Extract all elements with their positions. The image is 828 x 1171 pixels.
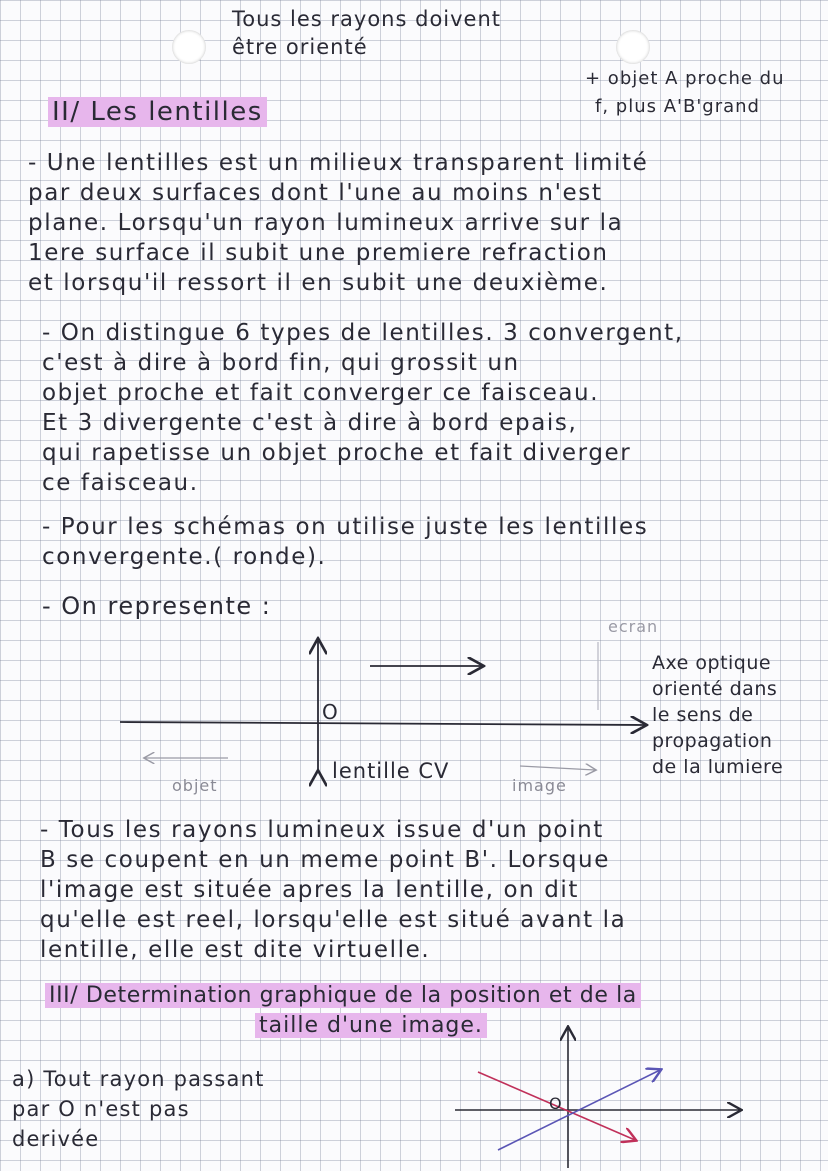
object-label: objet (172, 776, 218, 795)
p3-line: convergente.( ronde). (42, 544, 327, 570)
ray-diagram (0, 1020, 828, 1170)
axis-note-line: orienté dans (652, 678, 778, 700)
p1-line: 1ere surface il subit une premiere refraction (28, 240, 609, 266)
lens-center-label: O (322, 700, 340, 724)
p1-line: - Une lentilles est un milieux transparent limité (28, 150, 649, 176)
optical-axis (120, 722, 645, 725)
binder-hole-left (172, 30, 206, 64)
side-note-line1: + objet A proche du (585, 68, 785, 89)
p2-line: ce faisceau. (42, 470, 199, 496)
p2-line: objet proche et fait converger ce faisceau. (42, 380, 600, 406)
side-note-line2: f, plus A'B'grand (595, 96, 760, 117)
paragraph-schemas (42, 512, 648, 572)
ray-diagram-center: O (549, 1094, 564, 1113)
p1-line: plane. Lorsqu'un rayon lumineux arrive sur la (28, 210, 624, 236)
axis-note-line: propagation (652, 730, 773, 752)
item-a-line: derivée (12, 1127, 100, 1151)
axis-note-line: Axe optique (652, 652, 772, 674)
p2-line: qui rapetisse un objet proche et fait diverger (42, 440, 632, 466)
p5-line: lentille, elle est dite virtuelle. (40, 937, 431, 963)
header-note-line2: être orienté (232, 35, 368, 59)
axis-note-line: de la lumiere (652, 756, 784, 778)
p2-line: c'est à dire à bord fin, qui grossit un (42, 350, 520, 376)
p1-line: et lorsqu'il ressort il en subit une deuxième. (28, 270, 609, 296)
section-2-title-text: II/ Les lentilles (48, 97, 267, 127)
item-a-line: par O n'est pas (12, 1097, 190, 1121)
axis-note-line: le sens de (652, 704, 754, 726)
header-note-line1: Tous les rayons doivent (232, 7, 502, 31)
item-a-line: a) Tout rayon passant (12, 1067, 265, 1091)
p5-line: B se coupent en un meme point B'. Lorsque (40, 847, 610, 873)
paragraph-definition (28, 148, 648, 298)
optical-axis-note (652, 650, 783, 780)
p3-line: - Pour les schémas on utilise juste les lentilles (42, 514, 649, 540)
section-2-title (48, 98, 267, 126)
p2-line: Et 3 divergente c'est à dire à bord epais, (42, 410, 578, 436)
p1-line: par deux surfaces dont l'une au moins n'est (28, 180, 603, 206)
section-3-title-line1 (45, 982, 641, 1010)
binder-hole-right (616, 30, 650, 64)
p5-line: - Tous les rayons lumineux issue d'un point (40, 817, 604, 843)
p5-line: qu'elle est reel, lorsqu'elle est situé avant la (40, 907, 627, 933)
paragraph-represente: - On represente : (42, 592, 272, 620)
section-3-title-text-2: taille d'une image. (255, 1013, 487, 1038)
image-zone-arrow (520, 766, 595, 770)
paragraph-image (40, 815, 626, 965)
screen-label: ecran (608, 617, 659, 636)
image-label: image (512, 776, 567, 795)
p2-line: - On distingue 6 types de lentilles. 3 convergent, (42, 320, 684, 346)
p5-line: l'image est située apres la lentille, on dit (40, 877, 580, 903)
lens-label: lentille CV (332, 759, 450, 783)
paragraph-types (42, 318, 684, 498)
section-3-title-text: III/ Determination graphique de la position et de la (45, 983, 641, 1008)
